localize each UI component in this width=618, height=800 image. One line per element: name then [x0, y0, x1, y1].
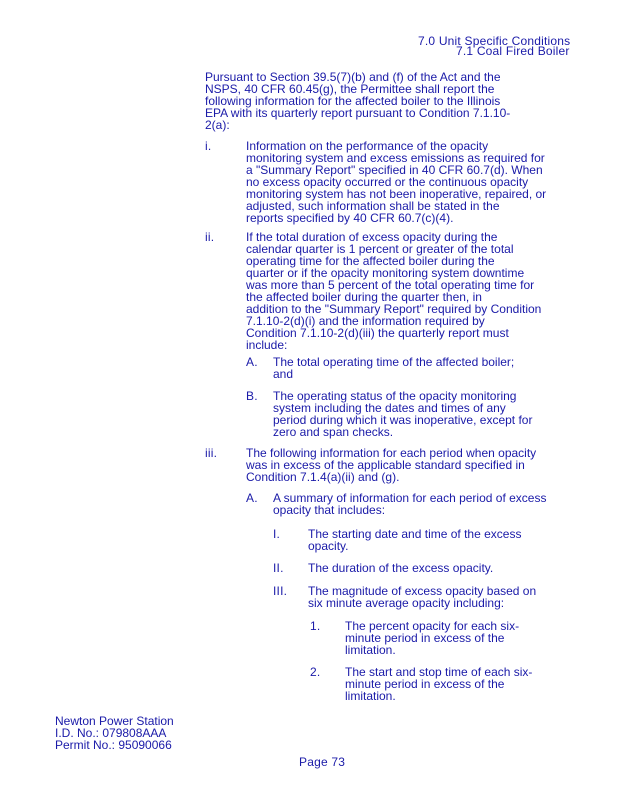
facility-id: I.D. No.: 079808AAA — [55, 726, 167, 740]
item-line: zero and span checks. — [273, 425, 394, 439]
item-line: monitoring system has not been inoperative, repaired, or — [246, 187, 547, 201]
item-iii-a-iii-1-number: 1. — [310, 619, 321, 633]
item-line: opacity. — [308, 539, 349, 553]
item-line: limitation. — [345, 689, 396, 703]
item-iii-a-iii-2-number: 2. — [310, 665, 321, 679]
item-ii-a-letter: A. — [246, 355, 258, 369]
item-ii-a-text — [273, 356, 514, 380]
intro-line: Pursuant to Section 39.5(7)(b) and (f) of the Act and the — [205, 70, 501, 84]
intro-line: 2(a): — [205, 118, 230, 132]
item-iii-a-ii-number: II. — [273, 561, 284, 575]
section-heading: 7.0 Unit Specific Conditions — [418, 34, 571, 48]
item-iii-a-iii-text — [308, 585, 536, 609]
item-ii-text — [246, 231, 541, 351]
item-line: was in excess of the applicable standard specified in — [246, 458, 525, 472]
item-line: minute period in excess of the — [345, 631, 505, 645]
item-line: The starting date and time of the excess — [308, 527, 522, 541]
item-iii-a-i-text — [308, 528, 521, 552]
item-line: The duration of the excess opacity. — [308, 561, 494, 575]
intro-line: NSPS, 40 CFR 60.45(g), the Permittee shall report the — [205, 82, 495, 96]
item-line: system including the dates and times of any — [273, 401, 506, 415]
item-line: the affected boiler during the quarter then, in — [246, 290, 482, 304]
item-line: The start and stop time of each six- — [345, 665, 533, 679]
item-line: monitoring system and excess emissions as required for — [246, 151, 545, 165]
permit-number: Permit No.: 95090066 — [55, 738, 172, 752]
item-line: operating time for the affected boiler during the — [246, 254, 495, 268]
item-line: opacity that includes: — [273, 503, 386, 517]
item-line: reports specified by 40 CFR 60.7(c)(4). — [246, 211, 454, 225]
item-i-text — [246, 140, 546, 224]
item-line: a "Summary Report" specified in 40 CFR 60.7(d). When — [246, 163, 543, 177]
footer-facility-info — [55, 715, 174, 751]
facility-name: Newton Power Station — [55, 714, 174, 728]
item-line: A summary of information for each period of excess — [273, 491, 547, 505]
subsection-heading: 7.1 Coal Fired Boiler — [456, 44, 570, 58]
item-line: and — [273, 367, 294, 381]
item-line: calendar quarter is 1 percent or greater of the total — [246, 242, 514, 256]
item-line: period during which it was inoperative, except for — [273, 413, 533, 427]
item-line: no excess opacity occurred or the continuous opacity — [246, 175, 529, 189]
intro-line: following information for the affected boiler to the Illinois — [205, 94, 501, 108]
item-line: limitation. — [345, 643, 396, 657]
item-iii-a-i-number: I. — [273, 527, 281, 541]
item-line: The percent opacity for each six- — [345, 619, 520, 633]
item-line: minute period in excess of the — [345, 677, 505, 691]
item-line: 7.1.10-2(d)(i) and the information required by — [246, 314, 485, 328]
item-line: was more than 5 percent of the total operating time for — [246, 278, 535, 292]
item-line: The magnitude of excess opacity based on — [308, 584, 537, 598]
intro-line: EPA with its quarterly report pursuant to Condition 7.1.10- — [205, 106, 511, 120]
item-iii-a-iii-2-text — [345, 666, 532, 702]
item-iii-a-ii-text — [308, 562, 493, 574]
item-line: The operating status of the opacity monitoring — [273, 389, 517, 403]
item-line: If the total duration of excess opacity during the — [246, 230, 498, 244]
item-ii-b-letter: B. — [246, 389, 258, 403]
item-iii-a-iii-1-text — [345, 620, 519, 656]
item-i-number: i. — [205, 139, 212, 153]
item-iii-number: iii. — [205, 446, 218, 460]
item-line: The total operating time of the affected boiler; — [273, 355, 515, 369]
item-ii-number: ii. — [205, 230, 215, 244]
item-iii-a-iii-number: III. — [273, 584, 288, 598]
item-line: addition to the "Summary Report" required by Condition — [246, 302, 542, 316]
item-line: include: — [246, 338, 288, 352]
item-line: Condition 7.1.10-2(d)(iii) the quarterly report must — [246, 326, 509, 340]
item-iii-a-text — [273, 492, 546, 516]
item-iii-a-letter: A. — [246, 491, 258, 505]
item-line: Information on the performance of the opacity — [246, 139, 489, 153]
item-line: six minute average opacity including: — [308, 596, 505, 610]
item-line: Condition 7.1.4(a)(ii) and (g). — [246, 470, 400, 484]
intro-paragraph — [205, 71, 510, 131]
item-ii-b-text — [273, 390, 532, 438]
item-line: adjusted, such information shall be stated in the — [246, 199, 500, 213]
item-line: The following information for each period when opacity — [246, 446, 537, 460]
item-line: quarter or if the opacity monitoring system downtime — [246, 266, 525, 280]
page-number: Page 73 — [299, 755, 346, 769]
item-iii-text — [246, 447, 536, 483]
